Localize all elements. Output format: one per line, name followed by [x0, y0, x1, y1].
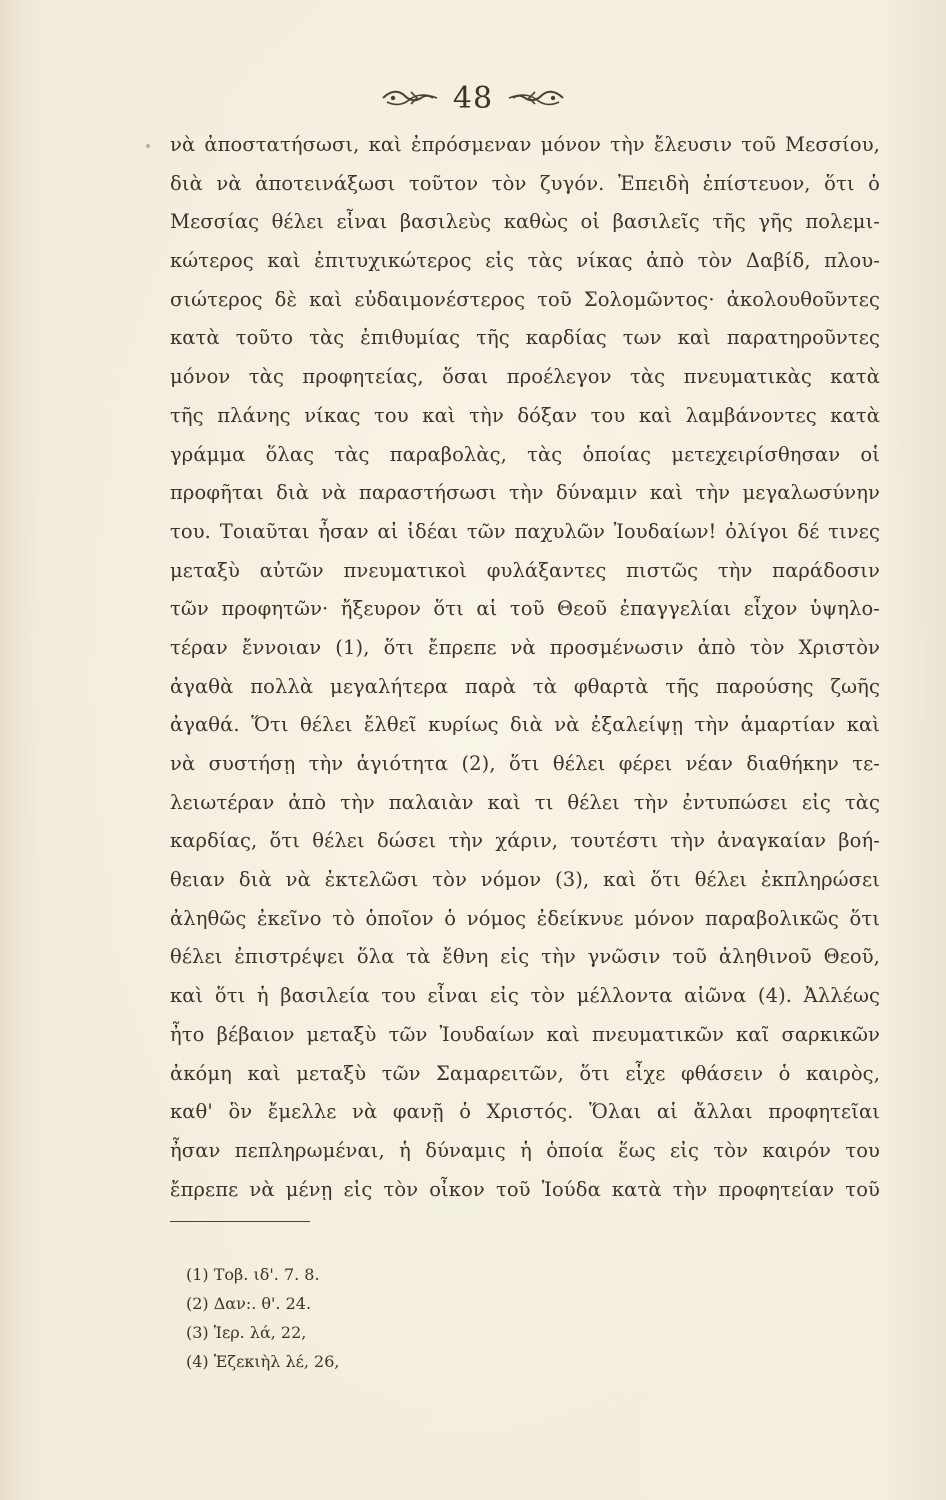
decorative-flourish-icon	[507, 87, 565, 109]
text-line: τῆς πλάνης νίκας του καὶ τὴν δόξαν του καὶ λαμβάνοντες κατὰ	[170, 403, 880, 427]
margin-mark	[146, 144, 150, 148]
text-line: γράμμα ὅλας τὰς παραβολὰς, τὰς ὁποίας μετεχειρίσθησαν οἱ	[170, 442, 880, 466]
text-line: νὰ συστήσῃ τὴν ἁγιότητα (2), ὅτι θέλει φέρει νέαν διαθήκην τε-	[170, 752, 880, 775]
text-line: κώτερος καὶ ἐπιτυχικώτερος εἰς τὰς νίκας ἀπὸ τὸν Δαβίδ, πλου-	[170, 249, 880, 273]
text-line: διὰ νὰ ἀποτεινάξωσι τοῦτον τὸν ζυγόν. Ἐπειδὴ ἐπίστευον, ὅτι ὁ	[170, 171, 880, 195]
text-line: του. Τοιαῦται ἦσαν αἱ ἰδέαι τῶν παχυλῶν Ἰουδαίων! ὀλίγοι δέ τινες	[170, 519, 880, 543]
text-line: ἀγαθὰ πολλὰ μεγαλήτερα παρὰ τὰ φθαρτὰ τῆς παρούσης ζωῆς	[170, 674, 880, 698]
text-line: λειωτέραν ἀπὸ τὴν παλαιὰν καὶ τι θέλει τὴν ἐντυπώσει εἰς τὰς	[170, 790, 880, 814]
page-header	[0, 78, 946, 118]
page-number: 48	[452, 80, 494, 116]
text-line: ἀγαθά. Ὅτι θέλει ἔλθεῖ κυρίως διὰ νὰ ἐξαλείψῃ τὴν ἁμαρτίαν καὶ	[170, 713, 880, 737]
text-line: ἀκόμη καὶ μεταξὺ τῶν Σαμαρειτῶν, ὅτι εἶχε φθάσειν ὁ καιρὸς,	[170, 1061, 880, 1085]
text-line: ἀληθῶς ἐκεῖνο τὸ ὁποῖον ὁ νόμος ἐδείκνυε μόνον παραβολικῶς ὅτι	[170, 906, 880, 930]
text-line: καὶ ὅτι ἡ βασιλεία του εἶναι εἰς τὸν μέλλοντα αἰῶνα (4). Ἀλλέως	[170, 984, 880, 1008]
footnote-divider	[170, 1221, 310, 1222]
text-line: ἦτο βέβαιον μεταξὺ τῶν Ἰουδαίων καὶ πνευματικῶν καῖ σαρκικῶν	[170, 1022, 880, 1046]
text-line: ἔπρεπε νὰ μένῃ εἰς τὸν οἶκον τοῦ Ἰούδα κατὰ τὴν προφητείαν τοῦ	[170, 1177, 880, 1201]
footnote: (3) Ἱερ. λά, 22,	[186, 1323, 307, 1342]
footnote: (4) Ἐζεκιὴλ λέ, 26,	[186, 1352, 340, 1371]
text-line: ἦσαν πεπληρωμέναι, ἡ δύναμις ἡ ὁποία ἕως εἰς τὸν καιρόν του	[170, 1138, 880, 1162]
text-line: μεταξὺ αὐτῶν πνευματικοὶ φυλάξαντες πιστῶς τὴν παράδοσιν	[170, 558, 880, 582]
text-line: προφῆται διὰ νὰ παραστήσωσι τὴν δύναμιν καὶ τὴν μεγαλωσύνην	[170, 481, 880, 505]
text-line: τέραν ἔννοιαν (1), ὅτι ἔπρεπε νὰ προσμένωσιν ἀπὸ τὸν Χριστὸν	[170, 635, 880, 659]
text-line: καρδίας, ὅτι θέλει δώσει τὴν χάριν, τουτέστι τὴν ἀναγκαίαν βοή-	[170, 829, 880, 853]
decorative-flourish-icon	[381, 87, 439, 109]
text-line: Μεσσίας θέλει εἶναι βασιλεὺς καθὼς οἱ βασιλεῖς τῆς γῆς πολεμι-	[170, 210, 880, 234]
text-line: καθ' ὃν ἔμελλε νὰ φανῇ ὁ Χριστός. Ὅλαι αἱ ἄλλαι προφητεῖαι	[170, 1100, 880, 1124]
text-line: μόνον τὰς προφητείας, ὅσαι προέλεγον τὰς πνευματικὰς κατὰ	[170, 365, 880, 389]
text-line: τῶν προφητῶν· ἤξευρον ὅτι αἱ τοῦ Θεοῦ ἐπαγγελίαι εἶχον ὑψηλο-	[170, 597, 880, 621]
text-line: σιώτερος δὲ καὶ εὐδαιμονέστερος τοῦ Σολομῶντος· ἀκολουθοῦντες	[170, 287, 880, 311]
text-line: κατὰ τοῦτο τὰς ἐπιθυμίας τῆς καρδίας των καὶ παρατηροῦντες	[170, 326, 880, 350]
footnotes	[186, 1260, 586, 1376]
text-line: θέλει ἐπιστρέψει ὅλα τὰ ἔθνη εἰς τὴν γνῶσιν τοῦ ἀληθινοῦ Θεοῦ,	[170, 945, 880, 969]
body-text	[170, 126, 880, 1209]
text-line: νὰ ἀποστατήσωσι, καὶ ἐπρόσμεναν μόνον τὴν ἔλευσιν τοῦ Μεσσίου,	[170, 133, 880, 156]
text-line: θειαν διὰ νὰ ἐκτελῶσι τὸν νόμον (3), καὶ ὅτι θέλει ἐκπληρώσει	[170, 868, 880, 892]
footnote: (1) Τοβ. ιδ'. 7. 8.	[186, 1265, 320, 1284]
footnote: (2) Δαν:. θ'. 24.	[186, 1294, 312, 1313]
